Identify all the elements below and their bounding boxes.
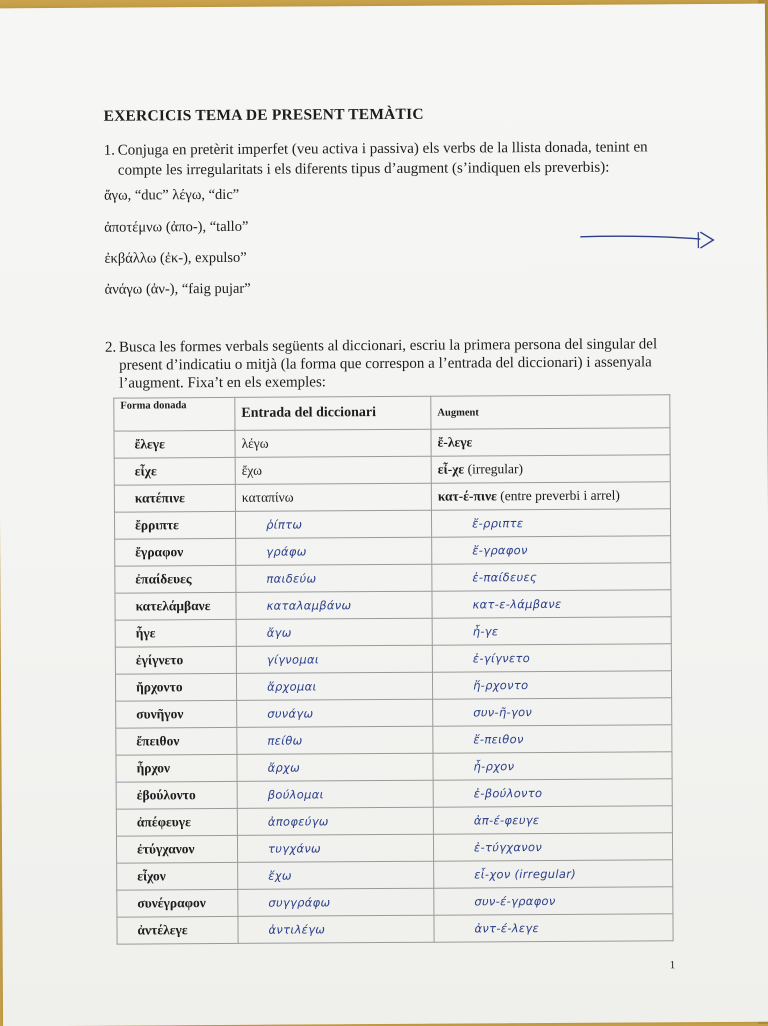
table-row xyxy=(116,779,672,809)
table-row xyxy=(117,887,673,917)
augment-form: συν-ῆ-γον xyxy=(473,705,533,720)
augment-cell xyxy=(433,806,672,834)
dictionary-entry-cell: καταλαμβάνω xyxy=(236,591,432,619)
table-body xyxy=(114,428,673,944)
augment-form: κατ-έ-πινε xyxy=(437,488,497,504)
augment-note: (entre preverbi i arrel) xyxy=(496,487,620,504)
given-form-cell: ἔλεγε xyxy=(114,430,235,458)
table-row xyxy=(115,536,671,566)
augment-cell xyxy=(432,644,671,672)
exercise-1-number: 1. xyxy=(103,142,116,159)
dictionary-entry-cell: λέγω xyxy=(235,429,431,457)
given-form-cell: συνῆγον xyxy=(116,700,237,728)
augment-cell xyxy=(434,887,673,915)
augment-form: εἶ-χε xyxy=(437,461,465,477)
header-forma-donada: Forma donada xyxy=(114,397,235,431)
augment-cell xyxy=(431,482,670,510)
given-form-cell: ἦρχον xyxy=(116,754,237,782)
exercise-1-text: Conjuga en pretèrit imperfet (veu activa i passiva) els verbs de la llista donada, tenint en compte les irregularitats i els diferents tipus d’augment (s’indiquen els preverbis): xyxy=(117,139,648,179)
given-form-cell: ἔπειθον xyxy=(116,727,237,755)
augment-form: ἔ-πειθον xyxy=(473,732,524,747)
augment-form: κατ-ε-λάμβανε xyxy=(472,596,562,612)
table-row xyxy=(116,698,672,728)
dictionary-entry-cell: ἀντιλέγω xyxy=(238,915,434,943)
dictionary-entry-cell: παιδεύω xyxy=(236,564,432,592)
dictionary-entry-cell: γράφω xyxy=(236,537,432,565)
exercise-2-text: Busca les formes verbals següents al diccionari, escriu la primera persona del singular del present d’indicatiu o mitjà (la forma que correspon a l’entrada del diccionari) i assenyala l’augment. Fixa’t en els exemples: xyxy=(118,336,658,392)
given-form-cell: ἦγε xyxy=(115,619,236,647)
dictionary-entry-cell: ἔχω xyxy=(238,861,434,889)
verb-list-item: ἀνάγω (ἀν-), “faig pujar” xyxy=(104,280,251,298)
given-form-cell: ἀντέλεγε xyxy=(117,916,238,944)
table-row xyxy=(116,833,672,863)
given-form-cell: ἔγραφον xyxy=(115,538,236,566)
augment-form: ἐ-τύγχανον xyxy=(473,840,543,855)
augment-form: ἔ-λεγε xyxy=(437,434,473,450)
given-form-cell: εἶχε xyxy=(114,457,235,485)
augment-cell xyxy=(432,536,671,564)
augment-form: ἀντ-έ-λεγε xyxy=(474,921,540,936)
dictionary-entry-cell: γίγνομαι xyxy=(236,645,432,673)
verb-forms-table xyxy=(113,394,673,944)
augment-cell xyxy=(431,455,670,483)
augment-form: ἦ-γε xyxy=(472,624,499,639)
dictionary-entry-cell: ῥίπτω xyxy=(235,510,431,538)
augment-cell xyxy=(432,563,671,591)
given-form-cell: κατελάμβανε xyxy=(115,592,236,620)
table-row xyxy=(115,671,671,701)
dictionary-entry-cell: πείθω xyxy=(237,726,433,754)
augment-cell xyxy=(434,914,673,942)
augment-form: ἔ-γραφον xyxy=(472,543,528,558)
augment-form: εἶ-χον (irregular) xyxy=(474,866,577,882)
table-row xyxy=(114,455,670,485)
dictionary-entry-cell: συγγράφω xyxy=(238,888,434,916)
verb-list-item: ἄγω, “duc” λέγω, “dic” xyxy=(103,186,240,204)
given-form-cell: συνέγραφον xyxy=(117,889,238,917)
dictionary-entry-cell: ἄρχω xyxy=(237,753,433,781)
exercise-2-instructions xyxy=(105,335,675,392)
augment-cell xyxy=(431,428,670,456)
given-form-cell: ἐτύγχανον xyxy=(116,835,237,863)
page-number: 1 xyxy=(669,959,676,972)
table-row xyxy=(115,617,671,647)
given-form-cell: ἐβούλοντο xyxy=(116,781,237,809)
table-row xyxy=(117,914,673,944)
dictionary-entry-cell: ἀποφεύγω xyxy=(237,807,433,835)
augment-form: ἀπ-έ-φευγε xyxy=(473,813,540,828)
table-header-row xyxy=(114,395,670,431)
augment-cell xyxy=(433,725,672,753)
dictionary-entry-cell: ἔχω xyxy=(235,456,431,484)
augment-note: (irregular) xyxy=(464,461,524,477)
dictionary-entry-cell: καταπίνω xyxy=(235,483,431,511)
table-row xyxy=(114,509,670,539)
given-form-cell: ἀπέφευγε xyxy=(116,808,237,836)
exercise-1-instructions xyxy=(104,137,674,180)
table-row xyxy=(114,482,670,512)
page-title: EXERCICIS TEMA DE PRESENT TEMÀTIC xyxy=(103,105,424,125)
header-entrada-diccionari: Entrada del diccionari xyxy=(235,396,431,430)
dictionary-entry-cell: ἄγω xyxy=(236,618,432,646)
augment-cell xyxy=(432,671,671,699)
augment-cell xyxy=(433,779,672,807)
given-form-cell: ἔρριπτε xyxy=(114,511,235,539)
augment-cell xyxy=(432,617,671,645)
table-row xyxy=(115,590,671,620)
augment-form: ἦ-ρχον xyxy=(473,759,515,774)
given-form-cell: ἤρχοντο xyxy=(115,673,236,701)
augment-cell xyxy=(432,590,671,618)
augment-form: ἐ-βούλοντο xyxy=(473,786,543,801)
given-form-cell: κατέπινε xyxy=(114,484,235,512)
given-form-cell: ἐπαίδευες xyxy=(115,565,236,593)
table-row xyxy=(116,752,672,782)
header-augment: Augment xyxy=(431,395,670,429)
table-row xyxy=(116,806,672,836)
augment-cell xyxy=(434,860,673,888)
table-row xyxy=(116,725,672,755)
dictionary-entry-cell: τυγχάνω xyxy=(237,834,433,862)
augment-form: ἐ-παίδευες xyxy=(472,570,538,585)
table-row xyxy=(115,644,671,674)
dictionary-entry-cell: βούλομαι xyxy=(237,780,433,808)
table-row xyxy=(114,428,670,458)
augment-cell xyxy=(433,752,672,780)
augment-cell xyxy=(431,509,670,537)
dictionary-entry-cell: συνάγω xyxy=(237,699,433,727)
handwritten-arrow-icon xyxy=(578,228,718,255)
dictionary-entry-cell: ἄρχομαι xyxy=(236,672,432,700)
verb-list-item: ἀποτέμνω (ἀπο-), “tallo” xyxy=(104,218,249,236)
augment-form: συν-έ-γραφον xyxy=(474,893,556,909)
given-form-cell: εἶχον xyxy=(117,862,238,890)
augment-form: ἤ-ρχοντο xyxy=(473,678,529,693)
table-row xyxy=(117,860,673,890)
exercise-2-number: 2. xyxy=(104,339,117,356)
augment-form: ἔ-ρριπτε xyxy=(472,516,524,531)
augment-form: ἐ-γίγνετο xyxy=(472,651,531,666)
augment-cell xyxy=(433,698,672,726)
worksheet-page xyxy=(0,4,768,1026)
verb-list-item: ἐκβάλλω (ἐκ-), expulso” xyxy=(104,249,247,267)
augment-cell xyxy=(433,833,672,861)
table-row xyxy=(115,563,671,593)
given-form-cell: ἐγίγνετο xyxy=(115,646,236,674)
